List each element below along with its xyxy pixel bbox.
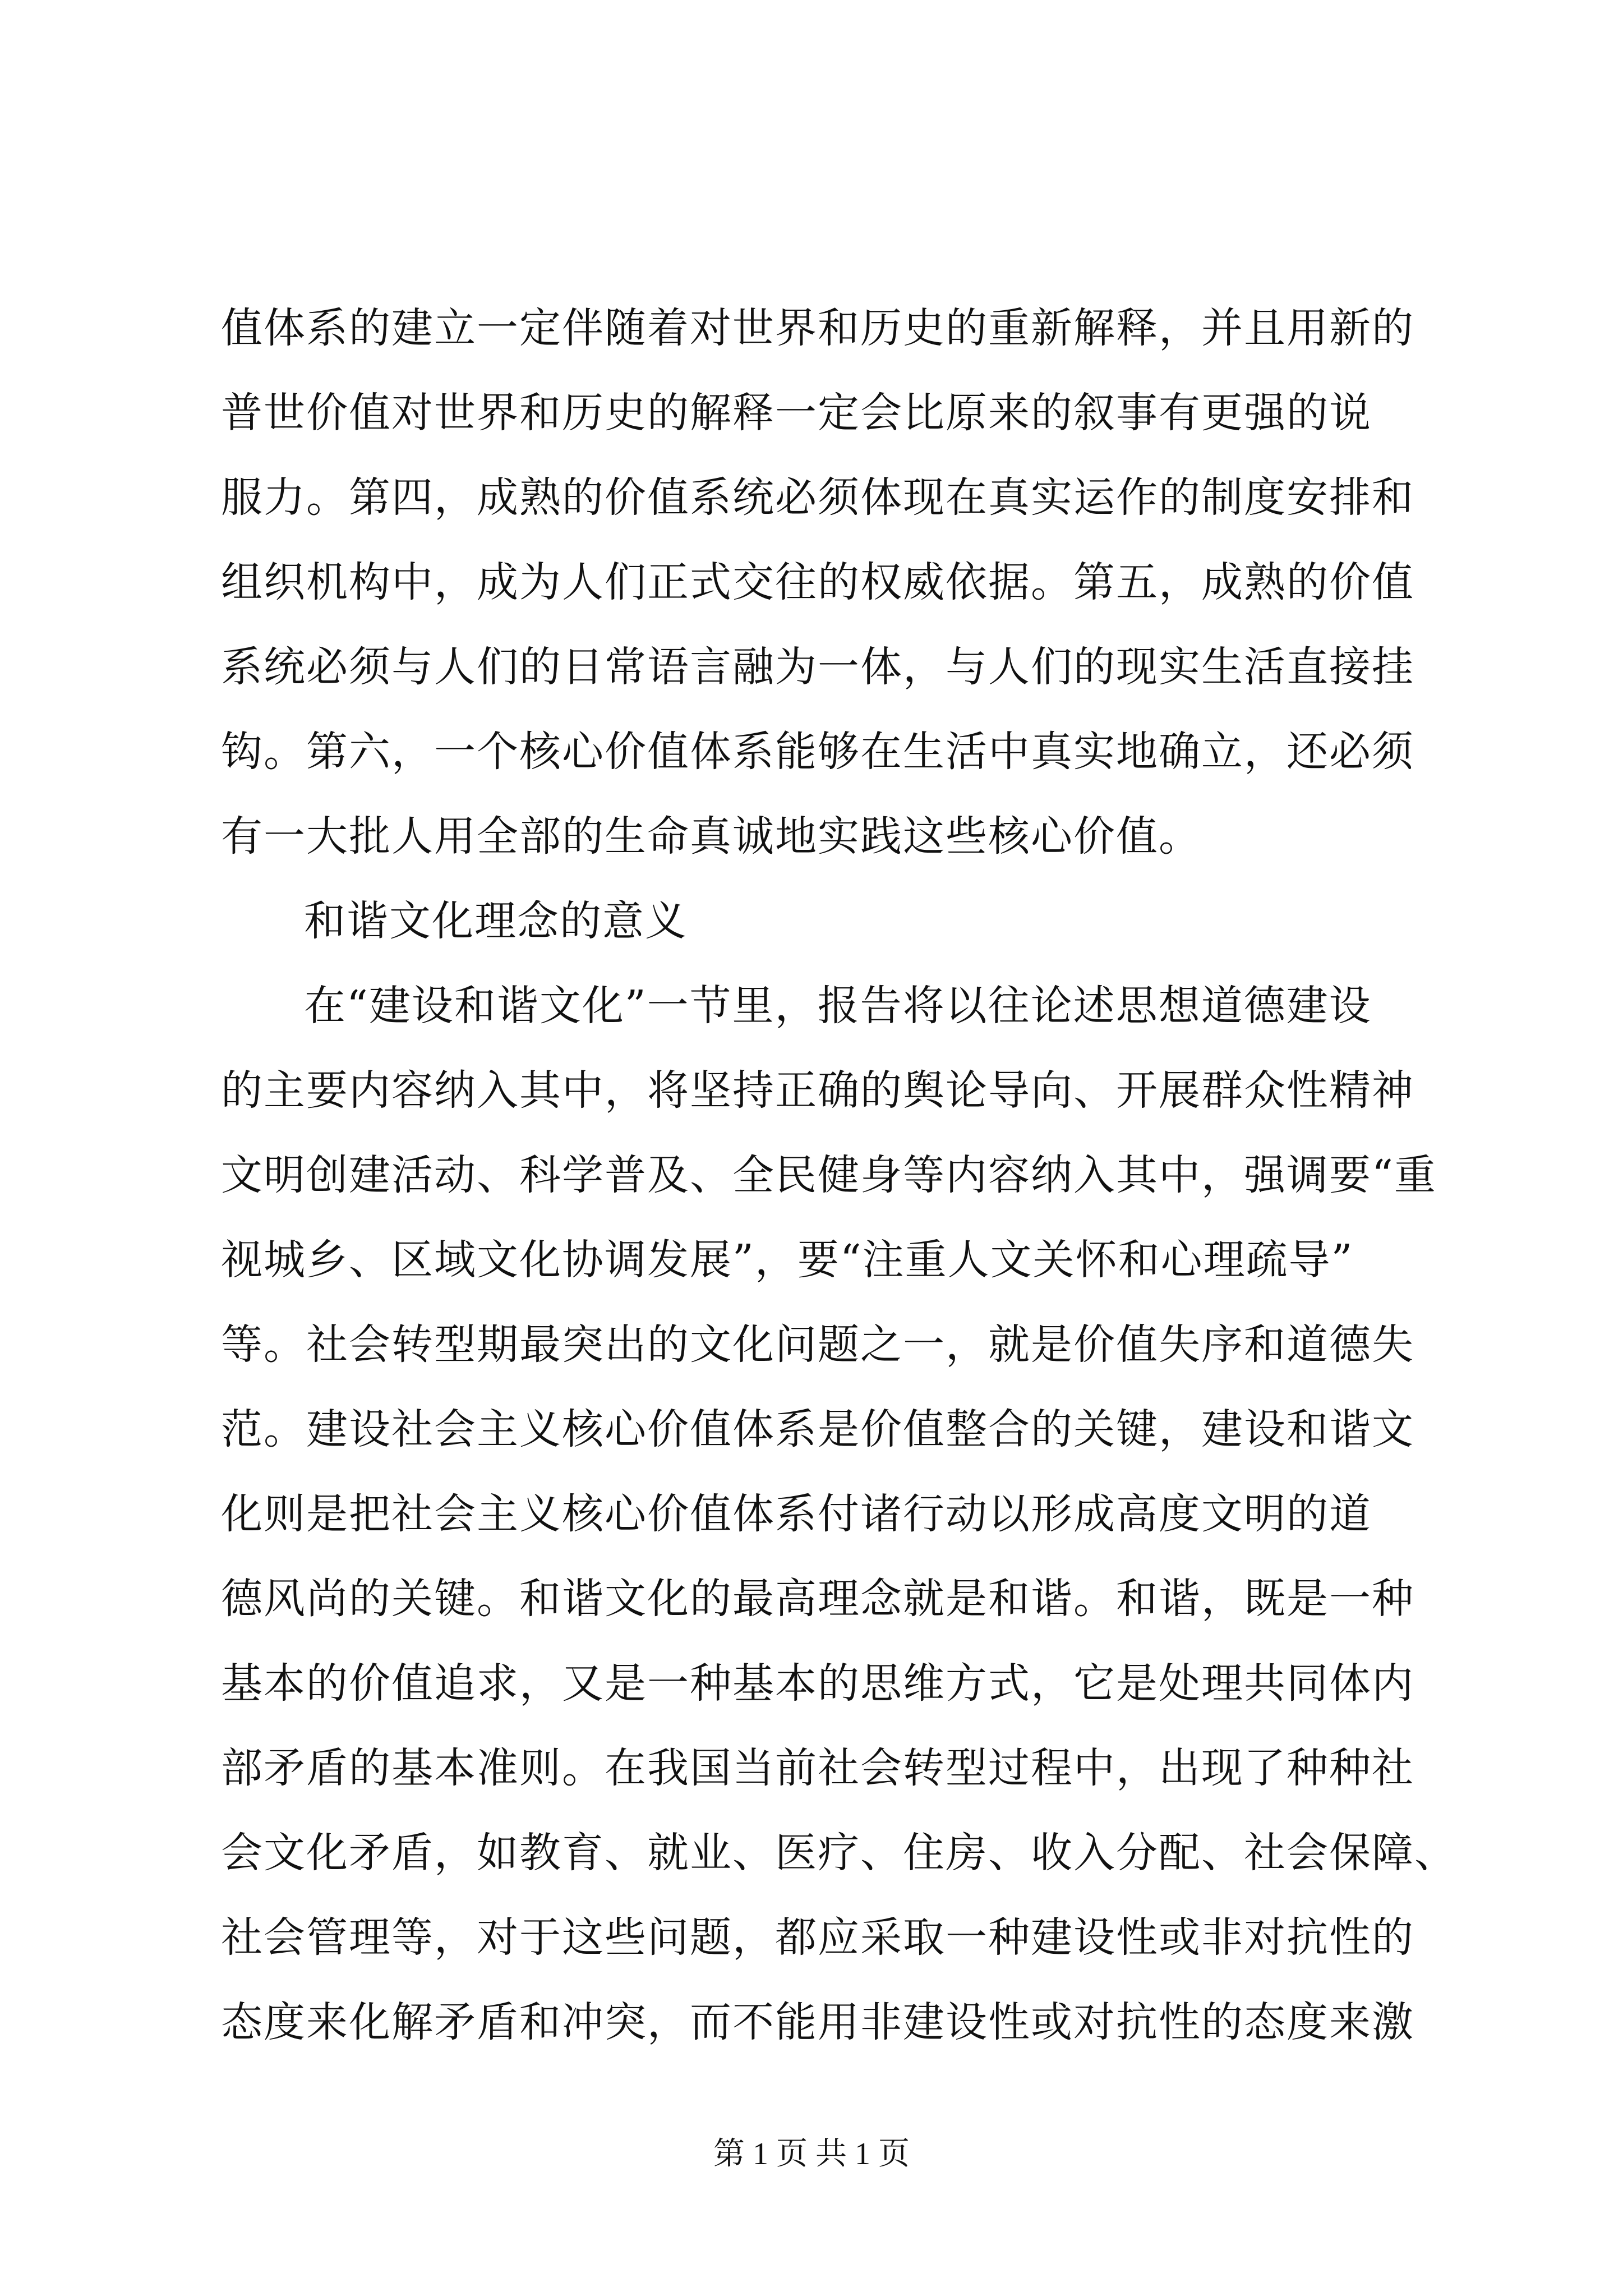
- paragraph-2-line-6: 范。建设社会主义核心价值体系是价值整合的关键，建设和谐文: [221, 1405, 1414, 1453]
- page-number-label: 第 1 页 共 1 页: [713, 2137, 910, 2171]
- paragraph-1-line-6: 钩。第六，一个核心价值体系能够在生活中真实地确立，还必须: [221, 728, 1414, 776]
- paragraph-1-line-5: 系统必须与人们的日常语言融为一体，与人们的现实生活直接挂: [221, 643, 1414, 691]
- paragraph-2-line-1: 在“建设和谐文化”一节里，报告将以往论述思想道德建设: [304, 982, 1372, 1030]
- paragraph-2-line-13: 态度来化解矛盾和冲突，而不能用非建设性或对抗性的态度来激: [221, 1998, 1414, 2046]
- paragraph-1-line-2: 普世价值对世界和历史的解释一定会比原来的叙事有更强的说: [221, 389, 1372, 437]
- paragraph-2-line-7: 化则是把社会主义核心价值体系付诸行动以形成高度文明的道: [221, 1490, 1372, 1538]
- paragraph-2-line-5: 等。社会转型期最突出的文化问题之一，就是价值失序和道德失: [221, 1320, 1414, 1369]
- paragraph-1-line-4: 组织机构中，成为人们正式交往的权威依据。第五，成熟的价值: [221, 558, 1414, 606]
- paragraph-2-line-10: 部矛盾的基本准则。在我国当前社会转型过程中，出现了种种社: [221, 1744, 1414, 1792]
- paragraph-1-line-7: 有一大批人用全部的生命真诚地实践这些核心价值。: [221, 812, 1201, 861]
- paragraph-1-line-3: 服力。第四，成熟的价值系统必须体现在真实运作的制度安排和: [221, 473, 1414, 522]
- paragraph-2-line-2: 的主要内容纳入其中，将坚持正确的舆论导向、开展群众性精神: [221, 1066, 1414, 1115]
- paragraph-2-line-4: 视城乡、区域文化协调发展”，要“注重人文关怀和心理疏导”: [221, 1236, 1354, 1284]
- paragraph-2-line-3: 文明创建活动、科学普及、全民健身等内容纳入其中，强调要“重: [221, 1151, 1437, 1199]
- paragraph-1-line-1: 值体系的建立一定伴随着对世界和历史的重新解释，并且用新的: [221, 304, 1414, 352]
- page-footer: [0, 2132, 1623, 2177]
- paragraph-2-line-12: 社会管理等，对于这些问题，都应采取一种建设性或非对抗性的: [221, 1913, 1414, 1962]
- paragraph-2-line-8: 德风尚的关键。和谐文化的最高理念就是和谐。和谐，既是一种: [221, 1575, 1414, 1623]
- paragraph-2-line-9: 基本的价值追求，又是一种基本的思维方式，它是处理共同体内: [221, 1659, 1414, 1708]
- section-heading: 和谐文化理念的意义: [304, 897, 688, 945]
- body-text: [221, 286, 1457, 2065]
- paragraph-2-line-11: 会文化矛盾，如教育、就业、医疗、住房、收入分配、社会保障、: [221, 1829, 1457, 1877]
